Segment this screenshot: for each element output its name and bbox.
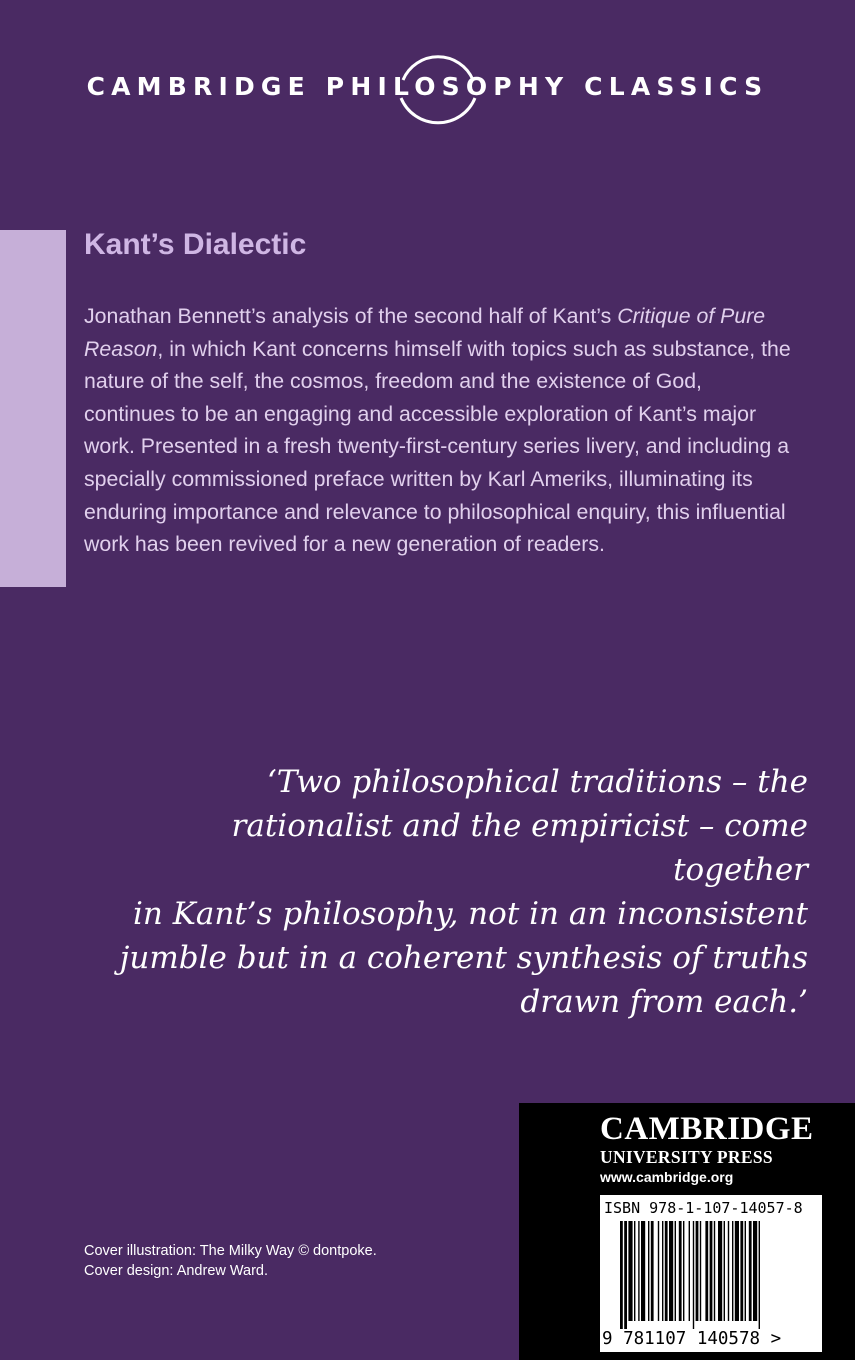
quote-line: drawn from each.’ xyxy=(520,984,808,1020)
accent-bar xyxy=(0,230,66,587)
barcode-bar xyxy=(724,1221,725,1321)
series-logo-arc xyxy=(395,42,481,134)
isbn-barcode xyxy=(600,1195,822,1352)
barcode-bar xyxy=(648,1221,649,1321)
barcode-bar xyxy=(628,1221,632,1321)
barcode-bar xyxy=(641,1221,645,1321)
barcode-bar xyxy=(728,1221,729,1321)
barcode-bar xyxy=(679,1221,682,1321)
illustration-credit: Cover illustration: The Milky Way © dontpoke. xyxy=(84,1243,377,1259)
design-credit: Cover design: Andrew Ward. xyxy=(84,1263,269,1279)
barcode-bar xyxy=(669,1221,673,1321)
publisher-url[interactable]: www.cambridge.org xyxy=(600,1169,734,1185)
series-header xyxy=(0,62,855,101)
quote-line: rationalist and the empiricist – come together xyxy=(231,808,808,888)
isbn-number: ISBN 978-1-107-14057-8 xyxy=(604,1199,803,1217)
barcode-bar xyxy=(714,1221,715,1321)
publisher-block xyxy=(519,1103,855,1360)
quote-line: in Kant’s philosophy, not in an inconsistent xyxy=(132,896,808,932)
barcode-bar xyxy=(745,1221,746,1321)
barcode-bar xyxy=(689,1221,690,1321)
review-quote xyxy=(100,760,808,1024)
publisher-name: CAMBRIDGE xyxy=(600,1111,814,1147)
barcode-bar xyxy=(665,1221,668,1321)
barcode-bar xyxy=(696,1221,699,1321)
barcode-bar xyxy=(658,1221,659,1321)
barcode-bar xyxy=(710,1221,713,1321)
barcode-bar xyxy=(662,1221,663,1321)
quote-line: ‘Two philosophical traditions – the xyxy=(266,764,808,800)
publisher-subname: UNIVERSITY PRESS xyxy=(600,1147,773,1167)
barcode-digits: 9 781107 140578 > xyxy=(602,1329,782,1349)
barcode-bar xyxy=(634,1221,635,1321)
blurb-part-1: Jonathan Bennett’s analysis of the second half of Kant’s xyxy=(84,304,618,328)
barcode-bar xyxy=(620,1221,623,1329)
barcode-bar xyxy=(749,1221,752,1321)
barcode-bar xyxy=(638,1221,639,1321)
barcode-bar xyxy=(675,1221,676,1321)
barcode-bar xyxy=(718,1221,722,1321)
barcode-bar xyxy=(732,1221,733,1321)
blurb-text xyxy=(84,300,796,561)
blurb-work-title: Critique of Pure Reason xyxy=(84,304,766,361)
barcode-bar xyxy=(705,1221,708,1321)
barcode-bar xyxy=(683,1221,684,1321)
series-title: CAMBRIDGE PHILOSOPHY CLASSICS xyxy=(86,72,769,101)
cover-credits xyxy=(84,1241,377,1281)
barcode-bar xyxy=(651,1221,654,1321)
book-title: Kant’s Dialectic xyxy=(84,228,307,261)
barcode-bars xyxy=(606,1221,816,1329)
barcode-bar xyxy=(693,1221,694,1329)
barcode-bar xyxy=(740,1221,743,1321)
quote-line: jumble but in a coherent synthesis of truths xyxy=(119,940,808,976)
barcode-bar xyxy=(624,1221,627,1329)
barcode-bar xyxy=(759,1221,760,1329)
barcode-bar xyxy=(735,1221,739,1321)
barcode-bar xyxy=(753,1221,757,1321)
blurb-part-2: , in which Kant concerns himself with topics such as substance, the nature of the self, the cosmos, freedom and the existence of God, continues to be an engaging and accessible exploration of Kant’s major work. Presented in a fresh twenty-first-century series livery, and including a specially commissioned preface written by Karl Ameriks, illuminating its enduring importance and relevance to philosophical enquiry, this influential work has been revived for a new generation of readers. xyxy=(84,336,791,557)
barcode-bar xyxy=(700,1221,701,1321)
